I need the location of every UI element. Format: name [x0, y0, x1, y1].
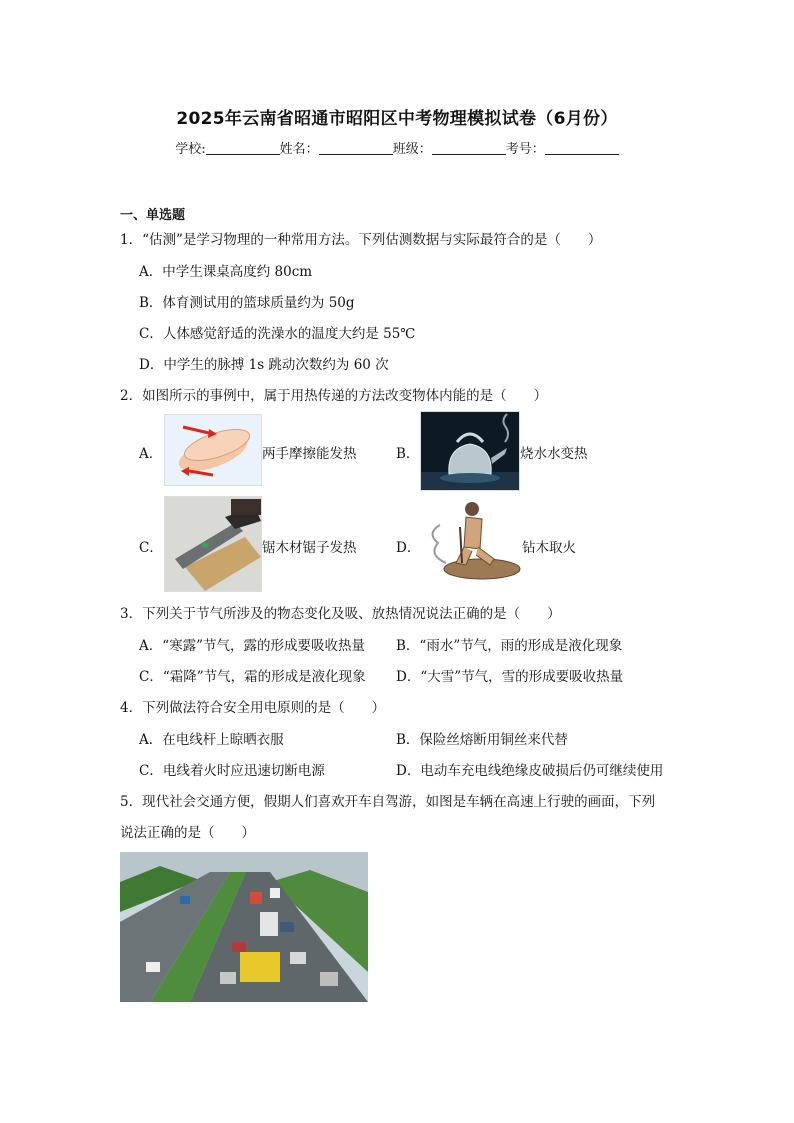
q1-option-d[interactable]: D．中学生的脉搏 1s 跳动次数约为 60 次 [139, 357, 389, 373]
exam-no-label: 考号： [505, 142, 545, 157]
q3-option-d[interactable]: D．“大雪”节气，雪的形成要吸收热量 [396, 669, 624, 685]
q3-option-a[interactable]: A．“寒露”节气，露的形成要吸收热量 [139, 638, 366, 654]
q3-option-b[interactable]: B．“雨水”节气，雨的形成是液化现象 [396, 638, 623, 654]
q5-stem-line-2: 说法正确的是（ ） [120, 825, 255, 841]
q2-option-c-letter[interactable]: C． [139, 540, 163, 556]
q4-stem: 4．下列做法符合安全用电原则的是（ ） [120, 700, 386, 716]
q2-option-d-text: 钻木取火 [522, 540, 576, 556]
school-label: 学校: [175, 142, 206, 157]
drilling-fire-image [420, 497, 522, 585]
q5-stem-line-1: 5．现代社会交通方便，假期人们喜欢开车自驾游，如图是车辆在高速上行驶的画面，下列 [120, 794, 656, 810]
q1-stem: 1．“估测”是学习物理的一种常用方法。下列估测数据与实际最符合的是（ ） [120, 232, 602, 248]
q2-option-b-text: 烧水水变热 [520, 446, 588, 462]
q2-stem: 2．如图所示的事例中，属于用热传递的方法改变物体内能的是（ ） [120, 388, 548, 404]
page-title: 2025年云南省昭通市昭阳区中考物理模拟试卷（6月份） [176, 109, 618, 129]
class-blank[interactable] [432, 142, 506, 155]
sawing-wood-image [164, 496, 262, 592]
highway-traffic-image [120, 852, 368, 1002]
q2-option-c-text: 锯木材锯子发热 [262, 540, 357, 556]
kettle-image [420, 411, 520, 491]
q4-option-a[interactable]: A．在电线杆上晾晒衣服 [139, 732, 284, 748]
student-info-line [0, 138, 794, 157]
q2-option-d-letter[interactable]: D． [396, 540, 421, 556]
class-label: 班级： [392, 142, 432, 157]
section-heading: 一、单选题 [120, 208, 186, 223]
q4-option-d[interactable]: D．电动车充电线绝缘皮破损后仍可继续使用 [396, 763, 664, 779]
q2-option-a-text: 两手摩擦能发热 [262, 446, 357, 462]
name-blank[interactable] [319, 142, 393, 155]
name-label: 姓名： [279, 142, 319, 157]
q2-option-b-letter[interactable]: B． [396, 446, 420, 462]
q2-option-a-letter[interactable]: A． [139, 446, 163, 462]
q3-stem: 3．下列关于节气所涉及的物态变化及吸、放热情况说法正确的是（ ） [120, 606, 561, 622]
school-blank[interactable] [206, 142, 280, 155]
q3-option-c[interactable]: C．“霜降”节气，霜的形成是液化现象 [139, 669, 366, 685]
q4-option-c[interactable]: C．电线着火时应迅速切断电源 [139, 763, 325, 779]
q1-option-a[interactable]: A．中学生课桌高度约 80cm [139, 264, 313, 280]
q1-option-b[interactable]: B．体育测试用的篮球质量约为 50g [139, 295, 355, 311]
q4-option-b[interactable]: B．保险丝熔断用铜丝来代替 [396, 732, 568, 748]
exam-no-blank[interactable] [545, 142, 619, 155]
q1-option-c[interactable]: C．人体感觉舒适的洗澡水的温度大约是 55℃ [139, 326, 416, 342]
rubbing-hands-image [164, 414, 262, 486]
